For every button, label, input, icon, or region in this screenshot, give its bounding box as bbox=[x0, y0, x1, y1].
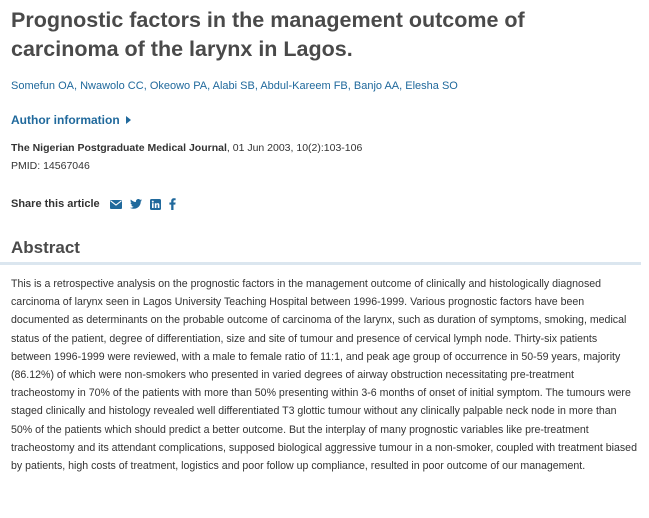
author-link[interactable]: Elesha SO bbox=[405, 80, 458, 92]
abstract-heading: Abstract bbox=[11, 238, 80, 257]
journal-citation bbox=[11, 142, 362, 154]
share-label: Share this article bbox=[11, 198, 100, 210]
author-information-toggle[interactable] bbox=[11, 113, 131, 127]
email-icon[interactable] bbox=[110, 200, 122, 209]
author-link[interactable]: Abdul-Kareem FB bbox=[260, 80, 348, 92]
author-information-label: Author information bbox=[11, 113, 120, 127]
author-link[interactable]: Somefun OA bbox=[11, 80, 74, 92]
author-link[interactable]: Banjo AA bbox=[353, 80, 400, 92]
article-title: Prognostic factors in the management outcome of carcinoma of the larynx in Lagos. bbox=[11, 8, 525, 61]
linkedin-icon[interactable] bbox=[150, 199, 161, 210]
pmid: PMID: 14567046 bbox=[11, 160, 90, 172]
author-link[interactable]: Okeowo PA bbox=[149, 80, 208, 92]
twitter-icon[interactable] bbox=[130, 199, 142, 209]
author-link[interactable]: Alabi SB bbox=[212, 80, 255, 92]
share-bar bbox=[11, 196, 184, 212]
section-divider bbox=[0, 262, 641, 265]
caret-right-icon bbox=[126, 116, 131, 124]
abstract-text: This is a retrospective analysis on the prognostic factors in the management outcome of clinically and histologically diagnosed carcinoma of larynx seen in Lagos University Teaching Hospital between 1996-1999. Various prognostic factors have been documented as determinants on the probable outcome of carcinoma of the larynx, such as duration of symptoms, smoking, medical status of the patient, degree of differentiation, size and site of tumour and presence of cervical lymph node. Thirty-six patients between 1996-1999 were reviewed, with a male to female ratio of 11:1, and peak age group of occurrence in 50-59 years, majority (86.12%) of which were non-smokers who presented in varied degrees of airway obstruction necessitating pre-treatment tracheostomy in 70% of the patients with more than 50% presenting within 3-6 months of onset of initial symptom. The tumours were staged clinically and histology revealed well differentiated T3 glottic tumour without any clinically palpable neck node in more than 50% of the patients which should predict a better outcome. But the interplay of many prognostic variables like pre-treatment tracheostomy and its attendant complications, supposed biological aggressive tumour in a non-smoker, coupled with treatment biased by patients, high costs of treatment, logistics and poor follow up compliance, resulted in poor outcome of our management. bbox=[11, 278, 637, 473]
facebook-icon[interactable] bbox=[169, 198, 176, 210]
author-link[interactable]: Nwawolo CC bbox=[80, 80, 144, 92]
journal-name: The Nigerian Postgraduate Medical Journal bbox=[11, 142, 227, 154]
journal-details: , 01 Jun 2003, 10(2):103-106 bbox=[226, 142, 363, 154]
author-list: Somefun OA, Nwawolo CC, Okeowo PA, Alabi SB, Abdul-Kareem FB, Banjo AA, Elesha SO bbox=[11, 80, 458, 92]
